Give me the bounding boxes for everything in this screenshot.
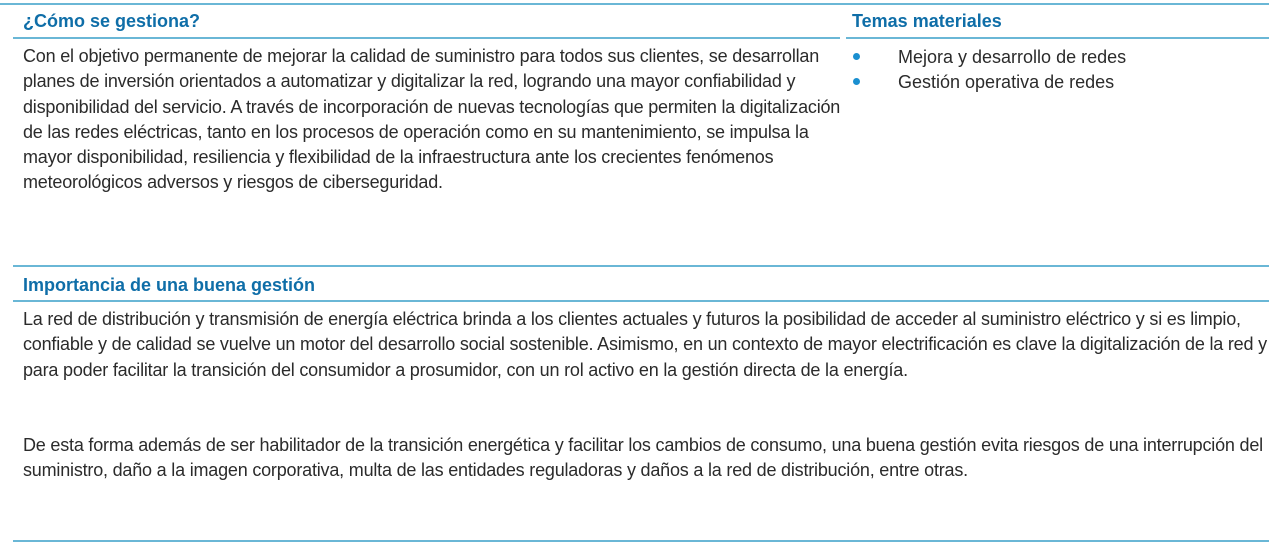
bullet-icon — [853, 53, 860, 60]
gestion-body: Con el objetivo permanente de mejorar la calidad de suministro para todos sus clientes, se desarrollan planes de inversión orientados a automatizar y digitalizar la red, logrando una mayor confiabilidad y disponibilidad del servicio. A través de incorporación de nuevas tecnologías que permiten la digitalización de las redes eléctricas, tanto en los procesos de operación como en su mantenimiento, se impulsa la mayor disponibilidad, resiliencia y flexibilidad de la infraestructura ante los crecientes fenómenos meteorológicos adversos y riesgos de ciberseguridad. — [23, 46, 841, 193]
importancia-paragraph-2: De esta forma además de ser habilitador de la transición energética y facilitar los cambios de consumo, una buena gestión evita riesgos de una interrupción del suministro, daño a la imagen corporativa, multa de las entidades reguladoras y daños a la red de distribución, entre otras. — [23, 435, 1263, 481]
list-item-label: Mejora y desarrollo de redes — [898, 47, 1127, 67]
temas-heading: Temas materiales — [852, 11, 1002, 31]
gestion-header-rule — [13, 37, 840, 39]
importancia-heading: Importancia de una buena gestión — [23, 275, 316, 295]
importancia-header-rule — [13, 300, 1269, 302]
top-rule — [0, 3, 1269, 5]
importancia-paragraph-1: La red de distribución y transmisión de energía eléctrica brinda a los clientes actuales y futuros la posibilidad de acceder al suministro eléctrico y si es limpio, confiable y de calidad se vuelve un motor del desarrollo social sostenible. Asimismo, en un contexto de mayor electrificación es clave la digitalización de la red y para poder facilitar la transición del consumidor a prosumidor, con un rol activo en la gestión directa de la energía. — [23, 309, 1267, 380]
list-item — [852, 70, 1126, 95]
temas-list — [852, 45, 1126, 95]
list-item-label: Gestión operativa de redes — [898, 72, 1115, 92]
importancia-top-rule — [13, 265, 1269, 267]
list-item — [852, 45, 1126, 70]
gestion-heading: ¿Cómo se gestiona? — [23, 11, 201, 31]
temas-header-rule — [846, 37, 1269, 39]
bullet-icon — [853, 78, 860, 85]
bottom-rule — [13, 540, 1269, 542]
